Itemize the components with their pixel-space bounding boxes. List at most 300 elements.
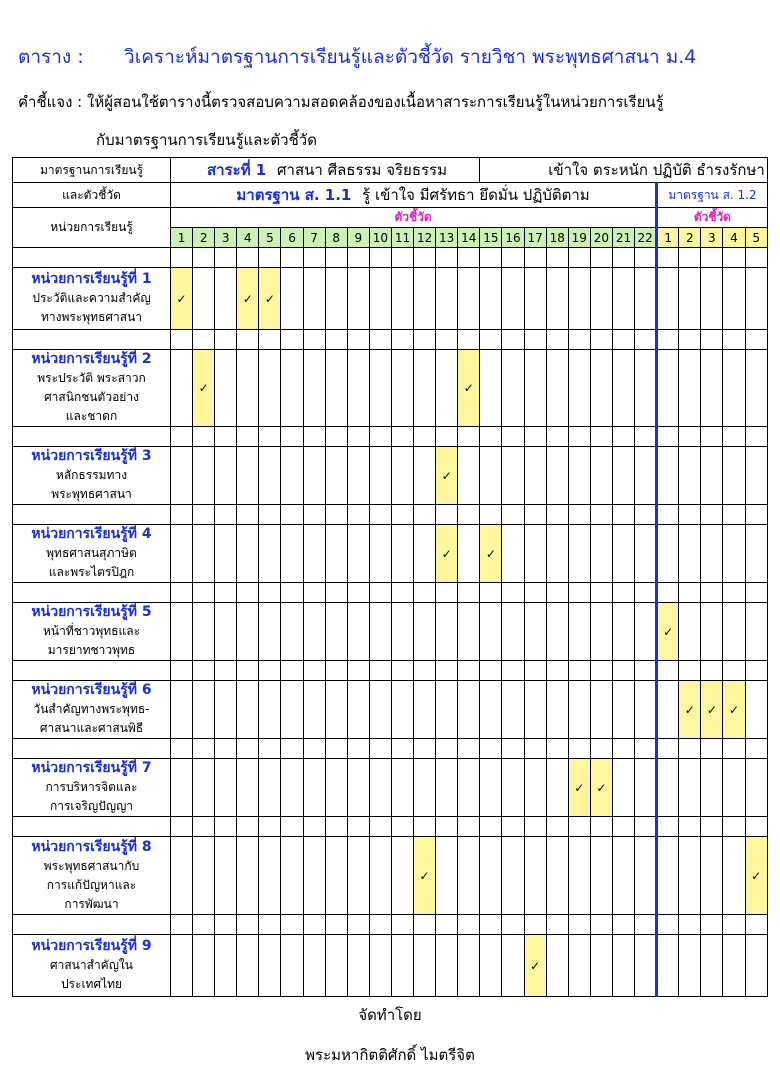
empty-cell: [414, 603, 436, 661]
unit-row: [13, 935, 768, 997]
empty-cell: [723, 268, 745, 330]
indicator-number-s12: 3: [701, 228, 723, 248]
check-mark: ✓: [436, 525, 458, 583]
empty-cell: [590, 447, 612, 505]
empty-cell: [657, 935, 679, 997]
check-mark: ✓: [414, 837, 436, 915]
unit-description: ศาสนิกชนตัวอย่าง: [44, 390, 139, 404]
unit-row: [13, 681, 768, 739]
indicator-number-s11: 11: [391, 228, 413, 248]
empty-cell: [480, 350, 502, 427]
empty-cell: [657, 759, 679, 817]
empty-cell: [502, 681, 524, 739]
empty-cell: [347, 759, 369, 817]
empty-cell: [281, 447, 303, 505]
empty-cell: [215, 268, 237, 330]
empty-cell: [723, 350, 745, 427]
check-mark: ✓: [745, 837, 767, 915]
separator-row: [13, 915, 768, 935]
header-row-indicator: [13, 208, 768, 228]
empty-cell: [281, 525, 303, 583]
check-mark: ✓: [723, 681, 745, 739]
empty-cell: [723, 525, 745, 583]
indicator-number-s12: 1: [657, 228, 679, 248]
header-standard-label: มาตรฐานการเรียนรู้: [13, 158, 171, 183]
unit-cell: [13, 935, 171, 997]
empty-cell: [369, 935, 391, 997]
empty-cell: [237, 525, 259, 583]
unit-cell: [13, 837, 171, 915]
empty-cell: [391, 681, 413, 739]
empty-cell: [590, 603, 612, 661]
check-mark: ✓: [259, 268, 281, 330]
empty-cell: [590, 681, 612, 739]
unit-title: หน่วยการเรียนรู้ที่ 3: [31, 448, 152, 464]
empty-cell: [568, 603, 590, 661]
empty-cell: [701, 268, 723, 330]
separator-row: [13, 661, 768, 681]
indicator-number-s11: 13: [436, 228, 458, 248]
empty-cell: [745, 525, 767, 583]
empty-cell: [524, 525, 546, 583]
unit-title: หน่วยการเรียนรู้ที่ 9: [31, 938, 152, 954]
empty-cell: [281, 935, 303, 997]
empty-cell: [635, 350, 657, 427]
empty-cell: [436, 350, 458, 427]
empty-cell: [259, 759, 281, 817]
unit-description: ศาสนาและศาสนพิธี: [39, 721, 144, 735]
separator-row: [13, 817, 768, 837]
empty-cell: [546, 935, 568, 997]
empty-cell: [480, 268, 502, 330]
empty-cell: [369, 603, 391, 661]
empty-cell: [679, 350, 701, 427]
empty-cell: [281, 837, 303, 915]
empty-cell: [701, 935, 723, 997]
indicator-label-2: ตัวชี้วัด: [657, 208, 768, 228]
check-mark: ✓: [679, 681, 701, 739]
empty-cell: [701, 350, 723, 427]
empty-cell: [325, 350, 347, 427]
check-mark: ✓: [193, 350, 215, 427]
empty-cell: [347, 837, 369, 915]
empty-cell: [436, 603, 458, 661]
strand-text: ศาสนา ศีลธรรม จริยธรรม: [277, 161, 448, 179]
empty-cell: [480, 837, 502, 915]
empty-cell: [546, 447, 568, 505]
empty-cell: [347, 935, 369, 997]
empty-cell: [612, 935, 634, 997]
empty-cell: [568, 350, 590, 427]
unit-row: [13, 268, 768, 330]
empty-cell: [325, 935, 347, 997]
empty-cell: [657, 350, 679, 427]
empty-cell: [480, 935, 502, 997]
empty-cell: [568, 447, 590, 505]
empty-cell: [259, 525, 281, 583]
empty-cell: [303, 681, 325, 739]
empty-cell: [303, 935, 325, 997]
standard-1-label: มาตรฐาน ส. 1.1: [236, 186, 352, 204]
empty-cell: [635, 525, 657, 583]
check-mark: ✓: [171, 268, 193, 330]
empty-cell: [171, 603, 193, 661]
empty-cell: [347, 525, 369, 583]
unit-title: หน่วยการเรียนรู้ที่ 7: [31, 760, 152, 776]
empty-cell: [635, 837, 657, 915]
empty-cell: [723, 447, 745, 505]
empty-cell: [524, 837, 546, 915]
empty-cell: [502, 935, 524, 997]
empty-cell: [193, 268, 215, 330]
empty-cell: [391, 837, 413, 915]
empty-cell: [502, 268, 524, 330]
empty-cell: [546, 268, 568, 330]
empty-cell: [524, 681, 546, 739]
empty-cell: [546, 681, 568, 739]
spacer-row: [13, 248, 768, 268]
empty-cell: [612, 603, 634, 661]
empty-cell: [303, 759, 325, 817]
unit-description: การบริหารจิตและ: [45, 780, 138, 794]
empty-cell: [679, 837, 701, 915]
unit-description: มารยาทชาวพุทธ: [47, 643, 136, 657]
empty-cell: [325, 837, 347, 915]
empty-cell: [325, 525, 347, 583]
empty-cell: [391, 525, 413, 583]
empty-cell: [391, 759, 413, 817]
empty-cell: [657, 681, 679, 739]
empty-cell: [215, 350, 237, 427]
empty-cell: [414, 447, 436, 505]
empty-cell: [701, 759, 723, 817]
indicator-number-s11: 21: [612, 228, 634, 248]
empty-cell: [745, 935, 767, 997]
separator-row: [13, 330, 768, 350]
empty-cell: [657, 447, 679, 505]
empty-cell: [237, 447, 259, 505]
empty-cell: [369, 350, 391, 427]
unit-row: [13, 350, 768, 427]
empty-cell: [237, 350, 259, 427]
indicator-number-s11: 2: [193, 228, 215, 248]
empty-cell: [369, 681, 391, 739]
unit-description: พระพุทธศาสนา: [51, 487, 132, 501]
unit-cell: [13, 525, 171, 583]
separator-row: [13, 427, 768, 447]
empty-cell: [325, 268, 347, 330]
empty-cell: [546, 603, 568, 661]
empty-cell: [281, 603, 303, 661]
empty-cell: [325, 603, 347, 661]
empty-cell: [458, 603, 480, 661]
empty-cell: [171, 837, 193, 915]
empty-cell: [259, 603, 281, 661]
empty-cell: [524, 759, 546, 817]
indicator-number-s11: 17: [524, 228, 546, 248]
empty-cell: [568, 935, 590, 997]
empty-cell: [281, 268, 303, 330]
empty-cell: [546, 350, 568, 427]
empty-cell: [193, 603, 215, 661]
empty-cell: [215, 681, 237, 739]
empty-cell: [679, 759, 701, 817]
empty-cell: [502, 759, 524, 817]
empty-cell: [303, 525, 325, 583]
empty-cell: [635, 603, 657, 661]
empty-cell: [590, 935, 612, 997]
empty-cell: [590, 837, 612, 915]
check-mark: ✓: [590, 759, 612, 817]
empty-cell: [215, 447, 237, 505]
empty-cell: [458, 447, 480, 505]
check-mark: ✓: [524, 935, 546, 997]
empty-cell: [281, 350, 303, 427]
empty-cell: [193, 525, 215, 583]
empty-cell: [259, 935, 281, 997]
empty-cell: [237, 935, 259, 997]
indicator-number-s11: 9: [347, 228, 369, 248]
empty-cell: [171, 525, 193, 583]
unit-description: การพัฒนา: [64, 896, 119, 911]
empty-cell: [347, 350, 369, 427]
empty-cell: [237, 837, 259, 915]
empty-cell: [237, 681, 259, 739]
empty-cell: [347, 681, 369, 739]
standard-1-text: รู้ เข้าใจ มีศรัทธา ยึดมั่น ปฏิบัติตาม: [362, 186, 590, 204]
indicator-number-s12: 4: [723, 228, 745, 248]
empty-cell: [568, 525, 590, 583]
empty-cell: [679, 268, 701, 330]
empty-cell: [281, 681, 303, 739]
empty-cell: [281, 759, 303, 817]
indicator-number-s12: 5: [745, 228, 767, 248]
unit-row: [13, 447, 768, 505]
indicator-number-s11: 12: [414, 228, 436, 248]
empty-cell: [414, 350, 436, 427]
empty-cell: [612, 759, 634, 817]
strand-right-cell: เข้าใจ ตระหนัก ปฏิบัติ ธำรงรักษา: [480, 158, 767, 183]
empty-cell: [391, 603, 413, 661]
empty-cell: [502, 603, 524, 661]
empty-cell: [193, 837, 215, 915]
empty-cell: [635, 447, 657, 505]
header-row-standard: [13, 183, 768, 208]
empty-cell: [325, 759, 347, 817]
empty-cell: [745, 759, 767, 817]
indicator-number-s11: 1: [171, 228, 193, 248]
empty-cell: [436, 935, 458, 997]
empty-cell: [414, 681, 436, 739]
check-mark: ✓: [657, 603, 679, 661]
empty-cell: [635, 681, 657, 739]
empty-cell: [171, 350, 193, 427]
indicator-number-s12: 2: [679, 228, 701, 248]
footer-prepared-by: จัดทำโดย: [358, 1006, 422, 1024]
empty-cell: [701, 447, 723, 505]
empty-cell: [745, 603, 767, 661]
empty-cell: [391, 935, 413, 997]
empty-cell: [391, 350, 413, 427]
empty-cell: [524, 447, 546, 505]
unit-row: [13, 759, 768, 817]
empty-cell: [325, 447, 347, 505]
empty-cell: [679, 935, 701, 997]
unit-description: หลักธรรมทาง: [55, 468, 128, 482]
unit-cell: [13, 603, 171, 661]
unit-description: วันสำคัญทางพระพุทธ-: [33, 702, 150, 716]
unit-title: หน่วยการเรียนรู้ที่ 1: [31, 271, 152, 287]
empty-cell: [193, 935, 215, 997]
empty-cell: [524, 603, 546, 661]
unit-cell: [13, 447, 171, 505]
empty-cell: [723, 759, 745, 817]
check-mark: ✓: [458, 350, 480, 427]
empty-cell: [171, 447, 193, 505]
empty-cell: [193, 447, 215, 505]
strand-label: สาระที่ 1: [207, 161, 267, 179]
empty-cell: [590, 350, 612, 427]
empty-cell: [458, 759, 480, 817]
empty-cell: [502, 837, 524, 915]
unit-row: [13, 837, 768, 915]
unit-description: และพระไตรปิฎก: [48, 565, 135, 579]
check-mark: ✓: [480, 525, 502, 583]
empty-cell: [369, 837, 391, 915]
empty-cell: [259, 447, 281, 505]
empty-cell: [436, 268, 458, 330]
empty-cell: [480, 759, 502, 817]
empty-cell: [546, 837, 568, 915]
empty-cell: [612, 525, 634, 583]
check-mark: ✓: [237, 268, 259, 330]
indicator-number-s11: 15: [480, 228, 502, 248]
empty-cell: [657, 268, 679, 330]
empty-cell: [369, 268, 391, 330]
separator-row: [13, 505, 768, 525]
indicator-number-s11: 8: [325, 228, 347, 248]
indicator-number-s11: 19: [568, 228, 590, 248]
unit-description: ประเทศไทย: [60, 977, 123, 991]
empty-cell: [458, 935, 480, 997]
empty-cell: [347, 447, 369, 505]
empty-cell: [612, 268, 634, 330]
empty-cell: [414, 759, 436, 817]
header-row-strand: [13, 158, 768, 183]
unit-title: หน่วยการเรียนรู้ที่ 8: [31, 838, 152, 855]
empty-cell: [612, 837, 634, 915]
empty-cell: [259, 681, 281, 739]
empty-cell: [347, 603, 369, 661]
empty-cell: [369, 447, 391, 505]
empty-cell: [391, 447, 413, 505]
empty-cell: [414, 268, 436, 330]
empty-cell: [679, 525, 701, 583]
empty-cell: [347, 268, 369, 330]
page-title: [18, 42, 696, 72]
empty-cell: [414, 935, 436, 997]
empty-cell: [458, 268, 480, 330]
unit-description: การแก้ปัญหาและ: [46, 877, 137, 892]
unit-description: พุทธศาสนสุภาษิต: [46, 546, 137, 560]
empty-cell: [215, 837, 237, 915]
indicator-number-s11: 16: [502, 228, 524, 248]
check-mark: ✓: [568, 759, 590, 817]
empty-cell: [480, 447, 502, 505]
indicator-number-s11: 4: [237, 228, 259, 248]
indicator-number-s11: 6: [281, 228, 303, 248]
empty-cell: [701, 603, 723, 661]
empty-cell: [612, 447, 634, 505]
title-text: วิเคราะห์มาตรฐานการเรียนรู้และตัวชี้วัด รายวิชา พระพุทธศาสนา ม.4: [124, 46, 697, 68]
empty-cell: [568, 681, 590, 739]
empty-cell: [635, 759, 657, 817]
empty-cell: [635, 268, 657, 330]
unit-row: [13, 603, 768, 661]
indicator-number-s11: 22: [635, 228, 657, 248]
empty-cell: [436, 681, 458, 739]
unit-cell: [13, 681, 171, 739]
indicator-number-s11: 20: [590, 228, 612, 248]
standard-1-cell: [171, 183, 657, 208]
unit-description: ประวัติและความสำคัญ: [32, 291, 151, 305]
unit-title: หน่วยการเรียนรู้ที่ 4: [31, 526, 152, 542]
unit-title: หน่วยการเรียนรู้ที่ 6: [31, 682, 152, 698]
empty-cell: [215, 603, 237, 661]
empty-cell: [414, 525, 436, 583]
empty-cell: [723, 935, 745, 997]
empty-cell: [303, 268, 325, 330]
empty-cell: [259, 350, 281, 427]
empty-cell: [171, 681, 193, 739]
separator-row: [13, 583, 768, 603]
empty-cell: [369, 759, 391, 817]
empty-cell: [701, 525, 723, 583]
unit-title: หน่วยการเรียนรู้ที่ 5: [31, 604, 152, 620]
indicator-label-1: ตัวชี้วัด: [171, 208, 657, 228]
empty-cell: [568, 268, 590, 330]
unit-description: หน้าที่ชาวพุทธและ: [42, 624, 141, 638]
empty-cell: [524, 268, 546, 330]
empty-cell: [303, 350, 325, 427]
indicator-number-s11: 10: [369, 228, 391, 248]
empty-cell: [436, 759, 458, 817]
empty-cell: [524, 350, 546, 427]
unit-description: ศาสนาสำคัญใน: [50, 958, 133, 972]
unit-cell: [13, 268, 171, 330]
empty-cell: [679, 447, 701, 505]
standard-2-label: มาตรฐาน ส. 1.2: [657, 183, 768, 208]
header-indicator-label: และตัวชี้วัด: [13, 183, 171, 208]
separator-row: [13, 739, 768, 759]
header-unit-label: หน่วยการเรียนรู้: [13, 208, 171, 248]
empty-cell: [237, 759, 259, 817]
empty-cell: [303, 447, 325, 505]
empty-cell: [215, 525, 237, 583]
empty-cell: [171, 935, 193, 997]
empty-cell: [723, 837, 745, 915]
unit-description: การเจริญปัญญา: [49, 799, 134, 813]
empty-cell: [679, 603, 701, 661]
indicator-number-s11: 7: [303, 228, 325, 248]
footer-author: พระมหากิตติศักดิ์ ไมตรีจิต: [305, 1046, 475, 1064]
empty-cell: [635, 935, 657, 997]
unit-title: หน่วยการเรียนรู้ที่ 2: [31, 351, 152, 367]
title-label: ตาราง :: [18, 46, 84, 68]
empty-cell: [303, 837, 325, 915]
empty-cell: [193, 681, 215, 739]
indicator-number-s11: 5: [259, 228, 281, 248]
